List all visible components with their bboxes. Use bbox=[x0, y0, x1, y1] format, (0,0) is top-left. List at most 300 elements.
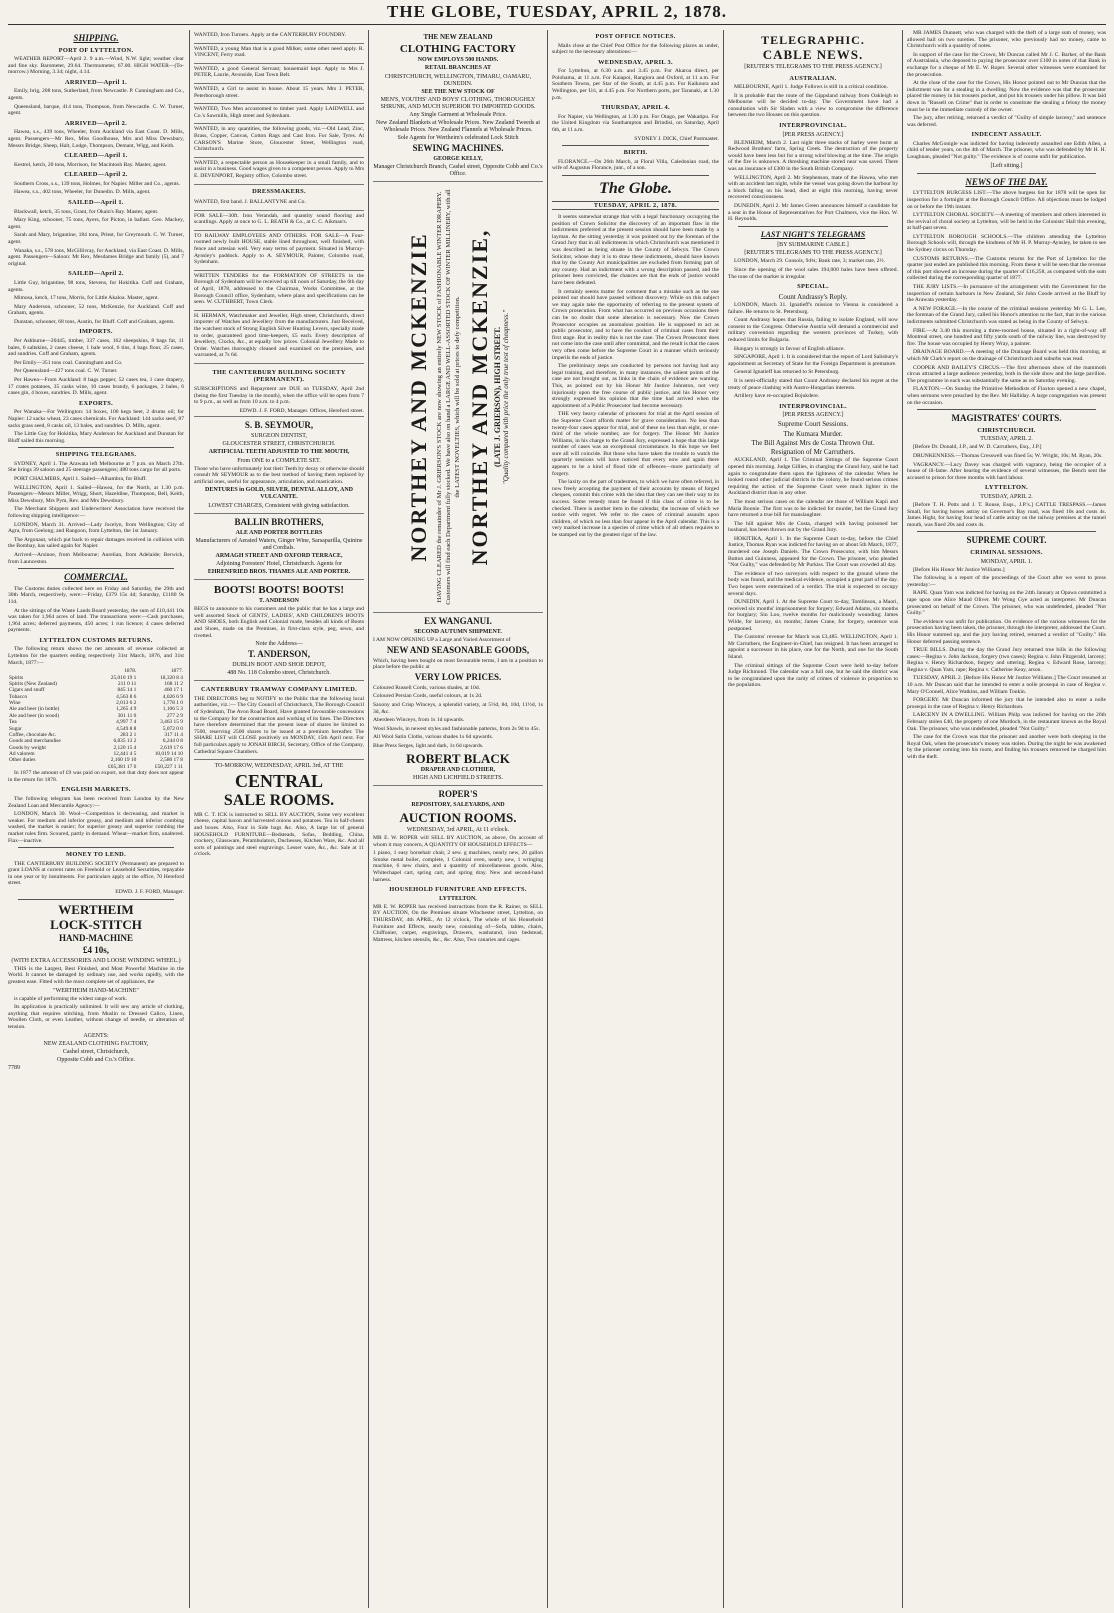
shipping-telegrams-heading: SHIPPING TELEGRAMS. bbox=[55, 451, 137, 459]
customs-heading: LYTTELTON CUSTOMS RETURNS. bbox=[39, 636, 153, 644]
wanted-ad bbox=[194, 84, 364, 104]
telegram-entry: The Argonaut, which put back to repair damages received in collision with the Bombay, has sailed again for Napier. bbox=[8, 536, 184, 550]
telegram-entry: SYDNEY, April 1. The Arawata left Melbourne at 7 p.m. on March 27th. She brings 39 saloon and 25 steerage passengers; 480 tons cargo for all ports. bbox=[8, 460, 184, 474]
wanganui-heading: EX WANGANUI. bbox=[424, 616, 492, 627]
news-item: FLAXTON.—On Sunday the Primitive Methodists of Flaxton opened a new chapel, when sermons were preached by the Rev. Mr Halliday. A large congregation was present on the occasion. bbox=[907, 386, 1106, 406]
classified-ad bbox=[194, 271, 364, 311]
wanted-ads bbox=[194, 30, 364, 185]
boots-ad bbox=[194, 580, 364, 681]
post-office-items: For Napier, via Wellington, at 1.30 p.m. For Otago, per Wakatipu. For the United Kingdom via Southampton and Brindisi, on Saturday, April 6th, at 11 a.m. bbox=[552, 113, 719, 133]
news-item: FIRE.—At 3.40 this morning a three-roomed house, situated in a right-of-way off Montreal street, one hundred and fifty yards south of the railway line, was destroyed by fire. The house was occupied by Henry Wray, a painter. bbox=[907, 327, 1106, 347]
magistrates-paragraph: DRUNKENNESS.—Thomas Cresswell was fined 5s; W. Wright, 10s; M. Ryan, 20s. bbox=[913, 452, 1103, 459]
lyttelton-date: TUESDAY, APRIL 2. bbox=[980, 493, 1033, 500]
nz-manager: GEORGE KELLY, bbox=[433, 156, 483, 163]
ropers-sub: REPOSITORY, SALEYARDS, AND bbox=[411, 802, 505, 809]
wertheim-price: £4 10s, bbox=[82, 944, 109, 955]
magistrates-date: TUESDAY, APRIL 2. bbox=[980, 436, 1033, 443]
shipping-heading: SHIPPING. bbox=[73, 33, 119, 43]
masthead-rule bbox=[8, 24, 1106, 25]
wertheim-agent-address: Cashel street, Christchurch, bbox=[62, 1048, 130, 1055]
english-markets-heading: ENGLISH MARKETS. bbox=[61, 786, 131, 794]
news-item: CUSTOMS RETURNS.—The Customs returns for the Port of Lyttelton for the quarter just ended are published this morning. From these it will be seen that the revenue of this port showed an increase during the quarter of £16,258, as compared with the sum collected during the corresponding quarter of 1877. bbox=[907, 255, 1106, 282]
table-cell: 4,026 6 9 bbox=[162, 693, 183, 700]
column-6 bbox=[907, 30, 1106, 1608]
northey-body: HAVING CLEARED the remainder of Mr J. GRIERSON'S STOCK are now showing an entirely NEW STOCK of FASHIONABLE WINTER DRAPERY. Customers will find each Department fully stocked. We have also on hand a LARGE AND WELL-ASSORTED STOCK OF WINTER MILLINERY, with all the LATEST NOVELTIES, which will be sold at prices to defy competition. bbox=[435, 189, 461, 606]
nz-see: SEE THE NEW STOCK OF bbox=[421, 88, 495, 95]
telegram-entry: It is probable that the route of the Gippsland railway from Oakleigh to Melbourne will be decided to-day. The Government have had a consultation with Sir Sladen with a view to compromise the difference between the two Houses on this question. bbox=[728, 92, 898, 119]
supreme-court-heading: SUPREME COURT. bbox=[966, 535, 1047, 546]
table-cell: 277 2 9 bbox=[166, 712, 183, 719]
exports-entry: Per Wanaka—For Wellington: 14 boxes, 100 kegs beer, 2 drums oil; for Napier: 12 sacks wheat, 23 cases chemicals. For Auckland: 144 sacks seed, 87 sacks grass seed, 8 casks oil, 13 bales, and sundries. D. Mills, agent. bbox=[8, 409, 184, 429]
ropers-date: WEDNESDAY, 3rd APRIL, At 11 o'clock. bbox=[406, 827, 510, 834]
imports-entry: Per Queensland—427 tons coal. C. W. Turner. bbox=[14, 368, 118, 375]
column-rule bbox=[547, 30, 548, 1608]
telegram-entry: The Merchant Shippers and Underwriters' Association have received the following shipping intelligence:— bbox=[8, 506, 184, 519]
court-report-continued bbox=[907, 30, 1106, 128]
table-cell: Goods by weight bbox=[9, 744, 46, 751]
wanganui-item: All Wool Satin Cloths, various shades 1s 6d upwards. bbox=[373, 734, 494, 741]
table-cell: 2,580 17 8 bbox=[160, 757, 183, 764]
divider bbox=[18, 899, 174, 900]
imports-entry: Per Ashburne—20445, timber, 337 cases, 162 sheepskins, 8 bags fat, 11 bales, 6 saltskins, 2 cases cheese, 1 bale wool, 6 tins, 4 bags flour, 25 cases, and sundries. Coff and Graham, agents. bbox=[8, 338, 184, 358]
telegram-entry: Arrived—Arsinoe, from Melbourne; Aurelian, from Adelaide; Berwick, from Launceston. bbox=[8, 551, 184, 565]
table-cell: Coffee, chocolate &c. bbox=[9, 731, 57, 738]
dentist-ad bbox=[194, 417, 364, 513]
dentist-title: SURGEON DENTIST, bbox=[251, 433, 307, 440]
ballin-address-note: Adjoining Foresters' Hotel, Christchurch. Agents for bbox=[216, 560, 342, 567]
cleared-entry: Kestrel, ketch, 20 tons, Morrison, for Macintosh Bay. Master, agent. bbox=[14, 161, 167, 168]
ropers-household-heading: HOUSEHOLD FURNITURE AND EFFECTS. bbox=[389, 886, 527, 894]
wanted-ad-text: WANTED, a respectable person as Housekeeper in a small family, and to assist in a business. Good wages given to a competent person. Apply to Mrs E. DEVENPORT, Registry office, Colombo street. bbox=[194, 159, 364, 179]
northey-mckenzie-ad bbox=[373, 182, 543, 613]
telegram-entry: Hungary is strongly in favour of English alliance. bbox=[734, 345, 845, 352]
birth-notice: FLORANCE.—On 26th March, at Floral Villa, Caledonian road, the wife of Augustus Florance, junr., of a son. bbox=[552, 158, 719, 172]
table-cell: 4,563 8 6 bbox=[116, 693, 137, 700]
classified-ad bbox=[194, 197, 364, 211]
court-report-paragraph: The evidence of two surveyors with respect to the ground where the body was found, and the medical evidence, occupied a great part of the day. Two hopes were entertained of a verdict. The trial is expected to occupy several days. bbox=[728, 570, 898, 597]
editorial-paragraph: It certainly seems matter for comment that a mistake such as the one pointed out should have passed without discovery. While on this subject we may again take the opportunity of referring to the present system of Crown prosecution. From what has occurred on previous occasions there can be no doubt that some alteration is necessary. Now the Crown Prosecutor occupies an anomalous position. He is supposed to act as public prosecutor, and to have the conduct of criminal cases from their first stage. But in reality this is not the case. The Crown Prosecutor does not come into the case until after committal, and the result is that the cases very often come before the Supreme Court in a manner which seriously imperils the ends of justice. bbox=[552, 288, 719, 361]
dentist-body: Those who have unfortunately lost their Teeth by decay or otherwise should consult Mr SEYMOUR as to the best method of having them replaced by artificial ones, useful for appearance, articulation, and mastication. bbox=[194, 465, 364, 485]
news-item: DRAINAGE BOARD.—A meeting of the Drainage Board was held this morning, at which Mr Clark's report on the drainage of Christchurch and suburbs was read. bbox=[907, 349, 1106, 362]
ballin-ad bbox=[194, 514, 364, 580]
column-rule bbox=[189, 30, 190, 1608]
news-item: THE JURY LISTS.—In pursuance of the arrangement with the Government for the inspection of certain harbours in New Zealand, Sir John Coode arrived at the Bluff by the Arawata yesterday. bbox=[907, 284, 1106, 304]
wertheim-agent-address: Opposite Cobb and Co.'s Office. bbox=[57, 1056, 135, 1063]
classified-ad bbox=[194, 311, 364, 364]
commercial-entry: At the sittings of the Waste Lands Board yesterday, the sum of £10,441 10s was taken for 1,964 acres of land. The transactions were:—Cash purchases, 1,964 acres; deferred payments, 450 acres; 1 run licence; 4 cases deferred payments. bbox=[8, 607, 184, 634]
wanted-ad-text: WANTED, Two Men accustomed to timber yard. Apply LAIDWELL and Co.'s Sawmills, High street and Sydenham. bbox=[194, 106, 364, 119]
divider bbox=[917, 409, 1096, 410]
table-cell: 1,106 5 3 bbox=[162, 706, 183, 713]
sailed-entry: Wanaka, s.s., 578 tons, McGillivray, for Auckland, via East Coast. D. Mills, agent. Passengers—Saloon: Mr Rex, Mesdames Bridge and family (5), and 7 original. bbox=[8, 247, 184, 267]
news-item: COOPER AND BAILEY'S CIRCUS.—The first afternoon show of the mammoth circus attracted a large audience yesterday, both in the side show and the large pavilion. The programme in each was substantially the same as on Saturday evening. bbox=[907, 364, 1106, 384]
court-report-paragraph: DUNEDIN, April 1. At the Supreme Court to-day, Tomlinson, a Maori, received six months' imprisonment for forgery; Edward Adams, six months for burglary; Sin Loo, twelve months for maliciously wounding; James Wilde, for larceny, six months; James Crane, for forgery, sentence was postponed. bbox=[728, 599, 898, 632]
wertheim-title: WERTHEIM bbox=[58, 901, 134, 917]
court-report-paragraph: The jury, after retiring, returned a verdict of "Guilty of simple larceny," and sentence was deferred. bbox=[907, 115, 1106, 128]
lyttelton-heading: LYTTELTON. bbox=[984, 484, 1029, 492]
ballin-title: BALLIN BROTHERS, bbox=[234, 516, 324, 527]
imports-entry: Per Hawea—From Auckland: 8 bags pepper, 52 cases tea, 1 case drapery, 17 crates potatoes, 35 casks wine, 10 cases brandy, 6 packages, 2 bales, 6 cases gin, 4 boxes, sundries. D. Mills, agent. bbox=[8, 376, 184, 397]
table-header-cell: 1877. bbox=[170, 668, 183, 675]
table-cell: 12,441 4 5 bbox=[113, 751, 137, 758]
boots-name: T. ANDERSON bbox=[259, 598, 299, 605]
dentist-charges: LOWEST CHARGES, Consistent with giving satisfaction. bbox=[208, 502, 350, 509]
column-1 bbox=[8, 30, 184, 1608]
interprovincial-heading: INTERPROVINCIAL. bbox=[779, 402, 847, 410]
sailed-heading: SAILED—April 2. bbox=[68, 270, 124, 278]
table-cell: Ad valorem bbox=[9, 751, 35, 758]
english-markets-entry: The following telegram has been received from London by the New Zealand Loan and Mercantile Agency:— bbox=[8, 795, 184, 809]
tramway-heading: CANTERBURY TRAMWAY COMPANY LIMITED. bbox=[200, 686, 358, 694]
press-agency-note: [PER PRESS AGENCY.] bbox=[782, 412, 844, 419]
customs-intro: The following return shows the net amounts of revenue collected at Lyttelton for the quarters ending respectively 31st March, 1876, and 31st March, 1877:— bbox=[8, 646, 184, 666]
weather-report: WEATHER REPORT—April 2. 9 a.m.—Wind, N.W. light; weather clear and fine sky. Barometer, 29.64. Thermometer, 67.00. HIGH WATER—(To-morrow.) Morning, 3.34; night, 4.14. bbox=[8, 56, 184, 76]
court-report-paragraph: The bill against Mrs de Costa, charged with having poisoned her husband, has been thrown out by the Grand Jury. bbox=[728, 520, 898, 534]
building-society-body: SUBSCRIPTIONS and Repayment are DUE on TUESDAY, April 2nd (being the first Tuesday in the month), when the office will be open from 7 to 9 p.m., as well as from 10 a.m. to 4 p.m. bbox=[194, 386, 364, 406]
sale-central: CENTRAL bbox=[234, 771, 323, 792]
court-report-paragraph: At the close of the case for the Crown, His Honor pointed out to Mr Duncan that the indictment was for a stealing in a dwelling. Now the evidence was that the prosecutor placed the money in his trousers pocket, and put his trousers under his pillow. It was laid down in "Russell on Crime" that in order to constitute the stealing a felony the money must be in the immediate custody of the owner. bbox=[907, 80, 1106, 113]
nz-title: CLOTHING FACTORY bbox=[399, 43, 517, 56]
christchurch-heading: CHRISTCHURCH. bbox=[977, 426, 1036, 434]
divider bbox=[917, 531, 1096, 532]
boots-body: BEGS to announce to his customers and the public that he has a large and well assorted Stock of GENTS', LADIES', AND CHILDREN'S BOOTS AND SHOES, both English and Colonial made, besides all kinds of Boots and Shoes, made on the Premises, in first-class style, peg, sewn, and rivetted. bbox=[194, 606, 364, 639]
column-rule bbox=[723, 30, 724, 1608]
ballin-sub: ALE AND PORTER BOTTLERS bbox=[235, 529, 323, 536]
northey-address: (LATE J. GRIERSON), HIGH STREET. bbox=[492, 327, 502, 468]
editorial-paragraph: THE very heavy calendar of prisoners for trial at the April session of the Supreme Court affords matter for grave consideration. No less than twenty-four cases appear for trial, and of these no less than eight, or one-third of the whole number, are for forgery. The Honor Mr Justice Williams, in his charge to the Grand Jury, expressed a hope that this large number of cases was an exceptional circumstance. In this hope we feel sure all will coincide. But those who have taken the trouble to watch the quarterly sessions will have noticed that every now and again there appears to be a kind of flood tide of offences—more particularly of forgery. bbox=[552, 411, 719, 477]
birth-heading: BIRTH. bbox=[623, 149, 648, 157]
table-cell: 283 2 1 bbox=[120, 731, 137, 738]
telegram-entry: It is semi-officially stated that Count Andrassy declared his regret at the treaty of peace clashing with Austro-Hungarian interests. bbox=[728, 377, 898, 391]
table-cell: 1,265 4 9 bbox=[116, 706, 137, 713]
table-cell: Ale and beer (in wood) bbox=[9, 712, 59, 719]
table-cell: Ale and beer (in bottle) bbox=[9, 706, 60, 713]
wanganui-item: Aberdeen Winceys, from 1s 1d upwards. bbox=[373, 717, 465, 724]
magistrates-heading: MAGISTRATES' COURTS. bbox=[951, 413, 1062, 424]
court-report-paragraph: The Customs' revenue for March was £3,485. WELLINGTON, April 1. Mr Carruthers, the Engineer-in-Chief, has resigned. It has been arranged to appoint a successor in his place, one for the North, and one for the South Island. bbox=[728, 634, 898, 660]
news-item: LYTTELTON CHORAL SOCIETY.—A meeting of members and others interested in the revival of choral society at Lyttelton, will be held in the Colonists' Hall this evening, at half-past seven. bbox=[907, 212, 1106, 232]
northey-name: NORTHEY AND MCKENZIE bbox=[405, 232, 431, 562]
indecent-assault-body: Charles McGonigle was indicted for having indecently assaulted one Edith Allen, a child of tender years, on the 4th of March. The prisoner, who was defended by Mr H. H. Loughnan, pleaded "Not guilty." The evidence is of course unfit for publication. bbox=[907, 140, 1106, 161]
nz-hands: NOW EMPLOYS 500 HANDS. bbox=[417, 57, 499, 64]
court-report-paragraph: The criminal sittings of the Supreme Court were held to-day before Judge Richmond. The calendar was a full one, but he said the district was to be congratulated upon the rarity of crimes of violence in proportion to the population. bbox=[728, 662, 898, 689]
nz-products: New Zealand Blankets at Wholesale Prices. New Zealand Tweeds at Wholesale Prices. New Zealand Flannels at Wholesale Prices. bbox=[376, 119, 540, 134]
table-cell: 25,010 19 1 bbox=[110, 674, 137, 681]
telegram-entry: DUNEDIN, April 2. Mr James Green announces himself a candidate for a seat in the House of Representatives for Port Chalmers, vice the Hon. W. H. Reynolds. bbox=[728, 203, 898, 223]
supreme-court-paragraph: The following is a report of the proceedings of the Court after we went to press yesterday:— bbox=[907, 575, 1106, 588]
table-cell: 2,619 17 6 bbox=[160, 744, 183, 751]
shipping-notice: The Little Guy for Hokitika, Mary Anderson for Auckland and Dunstan for Bluff sailed this morning. bbox=[8, 431, 184, 444]
arrival-entry: Queensland, barque, 414 tons, Thompson, from Newcastle. C. W. Turner, agent. bbox=[8, 103, 184, 117]
ropers-items: 1 piano, 1 easy horsehair chair, 2 sew. g machines, nearly new, 20 gallon Smoke metal boiler, complete, 1 Colonial oven, nearly new, 1 wringing machine, 6 new chairs, and a quantity of miscellaneous goods. Also, Whitechapel cart, spring cart, and spring dray. New and second-hand harness. bbox=[373, 850, 543, 883]
wanganui-prices: VERY LOW PRICES. bbox=[414, 671, 502, 682]
cleared-entry: Hawea, s.s., 402 tons, Wheeler, for Dunedin. D. Mills, agent. bbox=[14, 189, 151, 196]
table-cell: 10,019 14 10 bbox=[154, 751, 183, 758]
classified-ads bbox=[194, 197, 364, 364]
news-item: A NEW FORAGE.—In the course of the criminal sessions yesterday Mr G. L. Lee, the foreman of the Grand Jury, called his Honor's attention to the fact, that in the various indictments submitted Christchurch was stated as being in the County of Selwyn. bbox=[907, 305, 1106, 326]
table-cell: Tobacco bbox=[9, 693, 28, 700]
sailed-entry: Sarah and Mary, brigantine, 184 tons, Priest, for Greymouth. C. W. Turner, agent. bbox=[8, 232, 184, 245]
wertheim-body: THIS is the Largest, Best Finished, and Most Powerful Machine in the World. It cannot be damaged by ordinary use, and works rapidly, with the greatest ease. Fitted with the most complete set of appliances, the bbox=[8, 965, 184, 985]
carruthers-heading: Resignation of Mr Carruthers. bbox=[770, 448, 856, 457]
dentist-dentures: DENTURES in GOLD, SILVER, DENTAL ALLOY, AND VULCANITE. bbox=[205, 487, 353, 501]
editorial-title: The Globe. bbox=[599, 179, 672, 197]
sailed-heading: SAILED—April 1. bbox=[68, 199, 124, 207]
building-society-signature: EDWD. J. F. FORD, Manager. Offices, Hereford street. bbox=[239, 407, 364, 414]
commercial-entry: The Customs duties collected here on Friday and Saturday, the 29th and 30th March, respectively, were:—Friday, £379 15s 4d; Saturday, £1180 9s 11d. bbox=[8, 585, 184, 605]
australian-heading: AUSTRALIAN. bbox=[789, 74, 837, 82]
criminal-sessions-heading: CRIMINAL SESSIONS. bbox=[970, 548, 1043, 556]
sailed-entry: Mary Anderson, schooner, 52 tons, McKenzie, for Auckland. Coff and Graham, agents. bbox=[8, 303, 184, 317]
cleared-heading: CLEARED—April 2. bbox=[64, 171, 128, 179]
post-office-date: WEDNESDAY, APRIL 3. bbox=[598, 58, 673, 66]
table-cell: 2,160 19 10 bbox=[110, 757, 137, 764]
special-subheading: Count Andrassy's Reply. bbox=[778, 292, 848, 301]
table-cell: 2,013 6 2 bbox=[116, 700, 137, 707]
wertheim-agent-name: NEW ZEALAND CLOTHING FACTORY, bbox=[43, 1040, 149, 1047]
supreme-court-paragraph: RAPE. Quan Yam was indicted for having on the 24th January at Opawa committed a rape upon one Alice Maud Oliver. Mr Wong Gye acted as interpreter. Mr Duncan prosecuted on behalf of the Crown. The prisoner, who was undefended, pleaded "Not Guilty." bbox=[907, 590, 1106, 617]
cleared-entry: Southern Cross, s.s., 139 tons, Holmes, for Napier. Miller and Co., agents. bbox=[14, 180, 181, 187]
wertheim-body: is capable of performing the widest range of work. bbox=[14, 995, 128, 1002]
wertheim-body: Its application is practically unlimited. It will sew any article of clothing, anything that requires stitching, from Muslin to Dressed Calico, Linen, Woollen Cloth, or even Leather, without change of needle, or alteration of tension. bbox=[8, 1004, 184, 1031]
court-report-paragraph: In support of the case for the Crown, Mr Duncan called Mr J. C. Barker, of the Bank of Australasia, who deposed to paying the prosecutor over £100 in notes of that Bank in exchange for a cheque of Mr E. W. Roper. Several other witnesses were examined for the prosecution. bbox=[907, 51, 1106, 78]
wanganui-goods: NEW AND SEASONABLE GOODS, bbox=[386, 644, 530, 655]
table-cell: Sugar bbox=[9, 725, 22, 732]
wanganui-body: I AM NOW OPENING UP a Large and Varied Assortment of bbox=[373, 637, 511, 644]
wanted-ad-text: WANTED, a Girl to assist in house. About 15 years. Mrs J. PETER, Peterborough street. bbox=[194, 85, 364, 99]
table-cell: 5,072 0 0 bbox=[162, 725, 183, 732]
northey-vertical-block bbox=[406, 187, 510, 607]
telegram-entry: Count Andrassy hopes that Russia, failing to isolate England, will now consent to the Congress. Otherwise Austria will demand a commercial and military convention regarding the western provinces of Turkey, with reduced limits for Bulgaria. bbox=[728, 317, 898, 343]
table-cell: 4,549 8 8 bbox=[116, 725, 137, 732]
editorial-body bbox=[552, 214, 719, 539]
wanted-ad-text: WANTED, in any quantities, the following goods, viz.—Old Lead, Zinc, Brass, Copper, Canvas, Cotton Rags and Cast Iron. For Sale, Tyres. At CARSON'S Marine Store, Gloucester Street, Wellington road, Christchurch. bbox=[194, 126, 364, 153]
submarine-cable-note: [BY SUBMARINE CABLE.] bbox=[777, 242, 849, 249]
telegram-entry: LONDON, March 31. Ignatieff's mission to Vienna is considered a failure. He returns to St. Petersburg. bbox=[728, 302, 898, 315]
divider bbox=[18, 568, 174, 569]
masthead: THE GLOBE, TUESDAY, APRIL 2, 1878. bbox=[387, 2, 727, 21]
nz-header: THE NEW ZEALAND bbox=[423, 33, 493, 41]
telegram-entry: LONDON, March 29. Consols, 94¾; Bank rate, 3; market rate, 2½. bbox=[734, 258, 886, 265]
wanted-ad bbox=[194, 104, 364, 124]
post-office-signature: SYDNEY J. DICK, Chief Postmaster. bbox=[634, 135, 719, 142]
boots-note: Note the Address— bbox=[255, 641, 303, 648]
classified-ad-text: H. HERMAN, Watchmaker and Jeweller, High street, Christchurch, direct importer of Watches and Jewellery from the manufacturers. Just Received, the watchest stock of Strong English Silver Hunting Levers, specially made to order, guaranteed good time-keepers, £5 each. Every description of Jewellery, Clocks, &c., at equally low prices. Colonial Jewellery Made to Order. Watches thoroughly cleaned and examined on the premises, and warranted, at 7s 6d. bbox=[194, 312, 364, 359]
supreme-court-paragraph: LARCENY IN A DWELLING. William Philp was indicted for having on the 26th February stolen £40, the property of one Murdoch, in the restaurant known as the Royal Oak. The prisoner, who was undefended, pleaded "Not Guilty." bbox=[907, 712, 1106, 732]
customs-note: In 1877 the amount of £9 was paid on export, not that duty does not appear in the return for 1878. bbox=[8, 770, 184, 783]
ropers-title: ROPER'S bbox=[438, 789, 478, 800]
sailed-entry: Mimosa, ketch, 17 tons, Morris, for Little Akaloa. Master, agent. bbox=[14, 295, 159, 302]
table-cell: £50,227 1 11 bbox=[154, 763, 183, 770]
post-office-date: THURSDAY, APRIL 4. bbox=[601, 104, 670, 112]
arrived-heading: ARRIVED—April 1. bbox=[65, 78, 127, 86]
wanganui-item: Saxony and Crisp Winceys, a splendid variety, at 5½d, 8d, 10d, 11½d, 1s 3d, &c. bbox=[373, 702, 543, 715]
table-cell: Tea bbox=[9, 719, 17, 726]
reuter-note: [REUTER'S TELEGRAMS TO THE PRESS AGENCY.] bbox=[744, 250, 882, 257]
post-office-body: Mails close at the Chief Post Office for the following places as under, subject to the necessary alterations:— bbox=[552, 42, 719, 56]
editorial-paragraph: The preliminary steps are conducted by persons not having had any legal training, and therefore, in many instances, the salient points of the case are not brought out, as links in the chain of evidence are wanting. This, as pointed out by his Honor Mr Justice Johnston, not very injuriously upon the free course of public justice, and his Honor very strongly expressed his opinion that the time had arrived when the appointment of a Public Prosecutor had become necessary. bbox=[552, 363, 719, 409]
dentist-subline: From ONE to a COMPLETE SET. bbox=[237, 457, 321, 464]
column-rule bbox=[902, 30, 903, 1608]
divider bbox=[562, 145, 709, 146]
imports-entry: Per Emily—351 tons coal. Cunningham and Co. bbox=[14, 359, 123, 366]
supreme-court-date: MONDAY, APRIL 1. bbox=[980, 558, 1033, 565]
table-cell: Spirits bbox=[9, 674, 24, 681]
arrival-entry: Hawea, s.s., 439 tons, Wheeler, from Auckland via East Coast. D. Mills, agent. Passengers—Mr Rex, Miss Goodhouse, Mrs and Miss Dewsbury, Messrs Bridge, Sheep, Halt, Lodge, Thompson, Demant, Wigg, and Keith. bbox=[8, 129, 184, 149]
sale-date: TO-MORROW, WEDNESDAY, APRIL 3rd, AT THE bbox=[214, 763, 344, 770]
wanganui-item: Wool Shawls, in newest styles and fashionable patterns, from 2s 9d to 45s. bbox=[373, 725, 540, 732]
exports-heading: EXPORTS. bbox=[79, 399, 113, 407]
classified-ad-text: WANTED, first hand. J. BALLANTYNE and Co. bbox=[194, 199, 306, 206]
ballin-agency: EHRENFRIED BROS. THAMES ALE AND PORTER. bbox=[207, 568, 351, 575]
press-agency-note: [PER PRESS AGENCY.] bbox=[782, 131, 844, 138]
supreme-court-paragraph: The evidence was unfit for publication. On evidence of the various witnesses for the prosecution having been taken, the prisoner, through the interpreter, addressed the Court. His Honor summed up, and the jury having retired, returned a verdict of "Guilty." His Honor deferred passing sentence. bbox=[907, 618, 1106, 645]
nz-clothing: MEN'S, YOUTHS' AND BOYS' CLOTHING, THOROUGHLY SHRUNK, AND MUCH SUPERIOR TO IMPORTED GOODS. bbox=[380, 96, 536, 110]
nz-branches: RETAIL BRANCHES AT bbox=[424, 65, 492, 72]
court-report-paragraph: The most serious cases on the calendar are those of William Kapii and Maria Boonie. The first was to be indicted for murder, but the Grand Jury have returned a true bill for manslaughter. bbox=[728, 498, 898, 519]
wanted-ad bbox=[194, 124, 364, 157]
post-office-heading: POST OFFICE NOTICES. bbox=[595, 33, 676, 40]
dentist-headline: ARTIFICIAL TEETH ADJUSTED TO THE MOUTH, bbox=[208, 449, 350, 456]
sailed-entry: Dunstan, schooner, 68 tons, Austin, for Bluff. Coff and Graham, agents. bbox=[14, 318, 175, 325]
sale-rooms-title: SALE ROOMS. bbox=[223, 792, 335, 810]
commercial-heading: COMMERCIAL. bbox=[64, 572, 128, 583]
supreme-court-paragraph: TRUE BILLS. During the day the Grand Jury returned true bills in the following cases:—Regina v. John Jackson, forgery (two cases); Regina v. John Fitzgerald, larceny; Regina v. Henry Richardson, forgery and uttering; Regina v. Edward Rose, larceny; Regina v. Quan Yam, rape; Regina v. Catherine Keay, arson. bbox=[907, 647, 1106, 673]
northey-slogan: "Quality compared with price the only true test of cheapness." bbox=[501, 310, 510, 485]
wertheim-extras: (WITH EXTRA ACCESSORIES AND LOOSE WINDING WHEEL.) bbox=[11, 957, 181, 964]
wanted-ad bbox=[194, 158, 364, 185]
wanted-ad bbox=[194, 30, 364, 44]
wanted-ad-text: WANTED, Iron Turners. Apply at the CANTERBURY FOUNDRY. bbox=[194, 32, 346, 38]
special-heading: SPECIAL. bbox=[797, 283, 829, 291]
cleared-heading: CLEARED—April 1. bbox=[64, 152, 128, 160]
imports-heading: IMPORTS. bbox=[79, 328, 113, 336]
table-cell: Wine bbox=[9, 700, 21, 707]
cable-news-heading: CABLE NEWS. bbox=[762, 47, 864, 63]
news-of-the-day-heading: NEWS OF THE DAY. bbox=[965, 176, 1048, 187]
arrived-heading: ARRIVED—April 2. bbox=[65, 119, 127, 127]
sale-body: MR C. T. ICK is instructed to SELL BY AUCTION, Some very excellent cheese, capital bacon and harvested onions and potatoes. Tea in half-chests and boxes. Also, Four in Side bags &c. Also, A large lot of general HOUSEHOLD FURNITURE—Bedsteads, Sofas, Bedding, China, crockery, Glassware, Perambulators, Duchesses, Kitchen Ware, &c. And all sorts of paintings and steel engravings. Lesser ware, &c., &c. Sale at 11 o'clock. bbox=[194, 811, 364, 858]
supreme-court-paragraph: FORGERY. Mr Duncan informed the jury that he intended also to enter a nolle prosequi in the case of Regina v. Henry Richardson. bbox=[907, 697, 1106, 710]
sale-rooms-ad bbox=[194, 760, 364, 862]
english-markets-entry: LONDON, March 30. Wool—Competition is decreasing, and market is weaker. For medium and inferior greasy, and medium and inferior combing washed, the market is easier; for superior greasy and superior combing the market rules firm. Scoured, partly in demand. Wheat—market firm, unaltered. Flax—inactive. bbox=[8, 811, 184, 844]
dressmakers-heading: DRESSMAKERS. bbox=[252, 187, 306, 195]
ballin-products: Manufacturers of Aerated Waters, Ginger Wine, Sarsaparilla, Quinine and Cordials. bbox=[195, 537, 363, 551]
news-item: LYTTELTON BOROUGH SCHOOLS.—The children attending the Lyttelton Borough Schools will, through the kindness of Mr H. P. Murray-Aynsley, be taken to see the Sydney circus on Thursday. bbox=[907, 233, 1106, 254]
boots-shop: DUBLIN BOOT AND SHOE DEPOT, bbox=[232, 662, 326, 669]
table-cell: 3,463 15 9 bbox=[160, 719, 183, 726]
building-society-ad bbox=[194, 364, 364, 417]
classified-ad-text: TO RAILWAY EMPLOYEES AND OTHERS. FOR SALE—A Four-roomed newly built HOUSE, stable lined throughout, well finished, with fence and artesian well. Very easy terms of payment. Situated in Murray-Aynsley's paddock. Apply to A. SEYMOUR, Painter, Colombo road, Sydenham. bbox=[194, 232, 364, 266]
indecent-assault-heading: INDECENT ASSAULT. bbox=[971, 131, 1042, 139]
last-night-telegrams-heading: LAST NIGHT'S TELEGRAMS bbox=[760, 229, 866, 239]
table-cell: Other duties bbox=[9, 757, 36, 764]
telegram-entry: General Ignatieff has returned to St Petersburg. bbox=[734, 369, 840, 376]
divider bbox=[917, 173, 1096, 174]
table-cell: Spirits (New Zealand) bbox=[9, 680, 57, 687]
clothing-factory-ad bbox=[373, 30, 543, 182]
column-4 bbox=[552, 30, 719, 1608]
northey-name-2: NORTHEY AND MCKENZIE, bbox=[466, 228, 492, 566]
wanted-ad bbox=[194, 64, 364, 84]
arrival-entry: Emily, brig, 208 tons, Sutherland, from Newcastle. P. Cunningham and Co., agents. bbox=[8, 88, 184, 102]
editorial-date: TUESDAY, APRIL 2, 1878. bbox=[552, 201, 719, 210]
table-cell: 317 11 4 bbox=[164, 731, 183, 738]
editorial-paragraph: It seems somewhat strange that with a legal functionary occupying the position of Crown Solicitor the discovery of an important flaw in the indictments preferred at the present session should have been made by a layman. At the sitting yesterday it was pointed out by the foreman of the Grand Jury that in all indictments in which Christchurch was mentioned it was described as being situate in the County of Selwyn. The Crown Solicitor, whose duty it is to draw these indictments, should have known that by the County Act municipalities are excluded from forming part of any county. Had an indictment with a wrong description passed, and the prisoner been convicted, the chances are that the ends of justice would have been defeated. bbox=[552, 214, 719, 287]
money-to-lend-heading: MONEY TO LEND. bbox=[65, 851, 126, 859]
supreme-court-heading: Supreme Court Sessions. bbox=[777, 420, 849, 429]
news-item: LYTTELTON BURGESS LIST.—The above burgess list for 1878 will be open for inspection for a fortnight at the Borough Council Office. All objections must be lodged on or before the 19th instant. bbox=[907, 190, 1106, 210]
supreme-court-reports bbox=[907, 567, 1106, 761]
classified-ad-text: WRITTEN TENDERS for the FORMATION OF STREETS in the Borough of Sydenham will be received up till noon of Saturday, the 6th day of April, 1878, addressed to the Chairman, Works Committee, at the Borough Council office, Sydenham, where plans and specifications can be seen. W. CUTHBERT, Town Clerk. bbox=[194, 272, 364, 306]
nz-agents: Sole Agents for Wertheim's celebrated Lock Stitch bbox=[397, 135, 519, 142]
customs-table bbox=[8, 668, 184, 770]
telegram-entry: WELLINGTON, April 1. Sailed—Hawea, for the North, at 1.30 p.m. Passengers—Messrs Miller, Wrigg, Short, Hazeldine, Thompson, Bell, Keith, Miss Dewsbury, Mrs Pym, Rev. and Mrs Dewsbury. bbox=[8, 484, 184, 504]
divider bbox=[738, 226, 888, 227]
table-cell: 301 11 0 bbox=[117, 712, 137, 719]
supreme-court-reports bbox=[728, 457, 898, 689]
telegram-entry: PORT CHALMERS, April 1. Sailed—Alhambra, for Bluff. bbox=[14, 476, 147, 483]
money-to-lend-signature: EDWD. J. F. FORD, Manager. bbox=[115, 889, 184, 896]
supreme-court-paragraph: [Before His Honor Mr Justice Williams.] bbox=[913, 566, 1005, 573]
nz-address: Manager Christchurch Branch, Cashel street, Opposite Cobb and Co.'s Office. bbox=[373, 164, 543, 178]
kumara-heading: The Kumara Murder. bbox=[783, 429, 843, 438]
post-office-items: For Lyttelton, at 6.30 a.m. and 3.45 p.m. For Akaroa direct, per Polohama, at 11 a.m. For Kaiapoi, Rangiora and Oxford, at 11 a.m. For Southern Towns, per Star of the South, at 4.45 p.m. For Kaikoura and Wellington, per Uri, at 4.45 p.m. For Northern ports, per Taranaki, at 1.30 p.m. bbox=[552, 68, 719, 101]
column-rule bbox=[368, 30, 369, 1608]
divider bbox=[18, 447, 174, 448]
table-cell: £65,381 17 0 bbox=[108, 763, 137, 770]
court-report-paragraph: MR JAMES Dunnett, who was charged with the theft of a large sum of money, was allowed bail on two sureties. The prisoner, who previously had no money, came to Christchurch with a quantity of notes. bbox=[907, 30, 1106, 50]
nz-sewing: SEWING MACHINES. bbox=[412, 143, 504, 154]
wanganui-item: Coloured Persian Cords, useful colours, at 1s 2d. bbox=[373, 693, 483, 700]
ropers-auction: AUCTION ROOMS. bbox=[399, 810, 517, 826]
left-sitting-note: [Left sitting.] bbox=[990, 162, 1023, 169]
sailed-entry: Mary King, schooner, 75 tons, Ayers, for Picton, in ballast. Geo. Mackey, agent. bbox=[8, 217, 184, 230]
ballin-address: ARMAGH STREET AND OXFORD TERRACE, bbox=[215, 552, 343, 559]
telegram-entry: WELLINGTON, April 2. Mr Stephenson, mate of the Hawea, who met with an accident last night, while the vessel was going down the harbour by a block falling on his head, died at eight this morning, having never recovered consciousness. bbox=[728, 174, 898, 201]
wanganui-body: Which, having been bought on most favourable terms, I am in a position to place before the public at bbox=[373, 657, 543, 671]
news-items bbox=[907, 190, 1106, 406]
table-cell: 6,835 13 2 bbox=[113, 738, 137, 745]
magistrates-paragraph: VAGRANCY.—Lucy Davey was charged with vagrancy, being the occupier of a house of ill-fame. After hearing the evidence of several witnesses, the Bench sent the accused to prison for three months with hard labour. bbox=[907, 461, 1106, 481]
dentist-name: S. B. SEYMOUR, bbox=[244, 420, 314, 431]
telegram-entry: Since the opening of the wool sales 194,000 bales have been offered. The tone of the market is irregular. bbox=[728, 267, 898, 280]
classified-ad-text: FOR SALE—30ft. Iron Verandah, and quantity sound flooring and scantlings. Apply at once to G. L. BEATH & Co., at C. C. Aikman's. bbox=[194, 212, 364, 226]
ad-number: 7789 bbox=[8, 1064, 20, 1071]
divider bbox=[562, 175, 709, 176]
table-cell: 2,120 15 4 bbox=[113, 744, 137, 751]
dentist-address: GLOUCESTER STREET, CHRISTCHURCH. bbox=[222, 441, 336, 448]
nz-single: Any Single Garment at Wholesale Price. bbox=[409, 111, 507, 118]
telegram-entry: SINGAPORE, April 1. It is considered that the report of Lord Salisbury's appointment as Secretary of State for the Foreign Department is premature. bbox=[728, 354, 898, 367]
robert-black-trade: DRAPER AND CLOTHIER, bbox=[420, 767, 496, 774]
table-cell: 168 11 2 bbox=[164, 680, 183, 687]
wertheim-agents: AGENTS: bbox=[83, 1032, 109, 1039]
wanganui-item: Blue Press Serges, light and dark, 1s 6d upwards. bbox=[373, 743, 484, 750]
ropers-ad bbox=[373, 786, 543, 947]
classified-ad bbox=[194, 211, 364, 231]
robert-black-name: ROBERT BLACK bbox=[406, 750, 510, 766]
ropers-body: MR E. W. ROPER will SELL BY AUCTION, as above, On account of whom it may concern, A QUANTITY OF HOUSEHOLD EFFECTS— bbox=[373, 835, 543, 848]
supreme-court-paragraph: TUESDAY, APRIL 2. [Before His Honor Mr Justice Williams.] The Court resumed at 10 a.m. Mr Duncan said that he intended to enter a nolle prosequi in case of Regina v. Mary O'Connell, Alice Watkins, and William Tonkin. bbox=[907, 675, 1106, 695]
telegram-entry: MELBOURNE, April 1. Judge Follows is still in a critical condition. bbox=[734, 84, 888, 91]
court-report-paragraph: AUCKLAND, April 1. The Criminal Sittings of the Supreme Court opened this morning. Judge Gillies, in charging the Grand Jury, said he had again to congratulate them upon the lightness of the calendar. When he looked round other judicial districts in the colony, he found serious crimes requiring the action of the Supreme Court were much lighter in the Auckland district than in any other. bbox=[728, 457, 898, 497]
tramway-body: THE DIRECTORS beg to NOTIFY to the Public that the following local authorities, viz.:— The City Council of Christchurch, The Borough Council of Sydenham, The Avon Road Board, Have granted favourable concessions to the Company for the construction and working of its lines. The Directors have therefore determined that the present issue of shares be limited to 7500, reserving 2500 shares to be issued at a premium hereafter. The SHARE LIST will CLOSE positively on MONDAY, 15th April next. For full particulars apply to JONAH BIRCH, Secretary, Office of the Company, Cathedral Square Chambers. bbox=[194, 695, 364, 755]
sailed-entry: Blackwall, ketch, 35 tons, Grant, for Okain's Bay. Master, agent. bbox=[14, 208, 159, 215]
table-cell: 18,320 8 4 bbox=[160, 674, 183, 681]
wertheim-machine: HAND-MACHINE bbox=[59, 932, 133, 943]
column-3 bbox=[373, 30, 543, 1608]
